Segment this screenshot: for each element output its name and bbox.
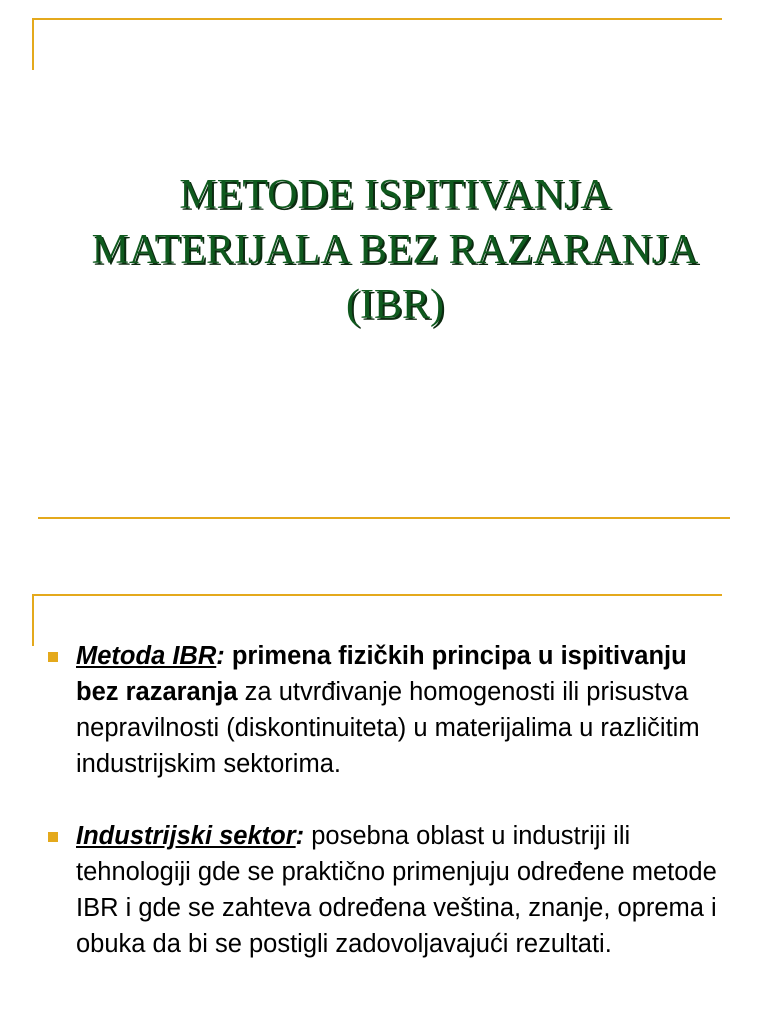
bullet-colon: : bbox=[216, 642, 225, 670]
bullet-item-metoda-ibr bbox=[44, 638, 724, 782]
bullet-list bbox=[44, 638, 724, 998]
title-line: METODE ISPITIVANJA bbox=[179, 172, 611, 218]
content-slide bbox=[0, 584, 768, 1024]
bullet-item-industrijski-sektor bbox=[44, 818, 724, 962]
frame-top-line bbox=[32, 594, 722, 596]
bullet-term: Industrijski sektor bbox=[76, 822, 296, 850]
square-bullet-icon bbox=[48, 652, 58, 662]
bullet-text: za utvrđivanje homogenosti ili prisustva nepravilnosti (diskontinuiteta) u materijalima u različitim industrijskim sektorima. bbox=[76, 678, 700, 778]
frame-top-line bbox=[32, 18, 722, 20]
frame-bottom-line bbox=[38, 517, 730, 519]
bullet-term: Metoda IBR bbox=[76, 642, 217, 670]
title-line: MATERIJALA BEZ RAZARANJA bbox=[91, 227, 699, 273]
frame-left-line bbox=[32, 594, 34, 646]
slide-title bbox=[40, 168, 750, 333]
bullet-text: posebna oblast u industriji ili tehnologiji gde se praktično primenjuju određene metode IBR i gde se zahteva određena veština, znanje, oprema i obuka da bi se postigli zadovoljavajući rezultati. bbox=[76, 822, 717, 958]
bullet-bold-text: primena fizičkih principa u ispitivanju bez razaranja bbox=[76, 642, 687, 706]
frame-left-line bbox=[32, 18, 34, 70]
title-line: (IBR) bbox=[346, 282, 444, 328]
square-bullet-icon bbox=[48, 832, 58, 842]
bullet-colon: : bbox=[295, 822, 305, 850]
